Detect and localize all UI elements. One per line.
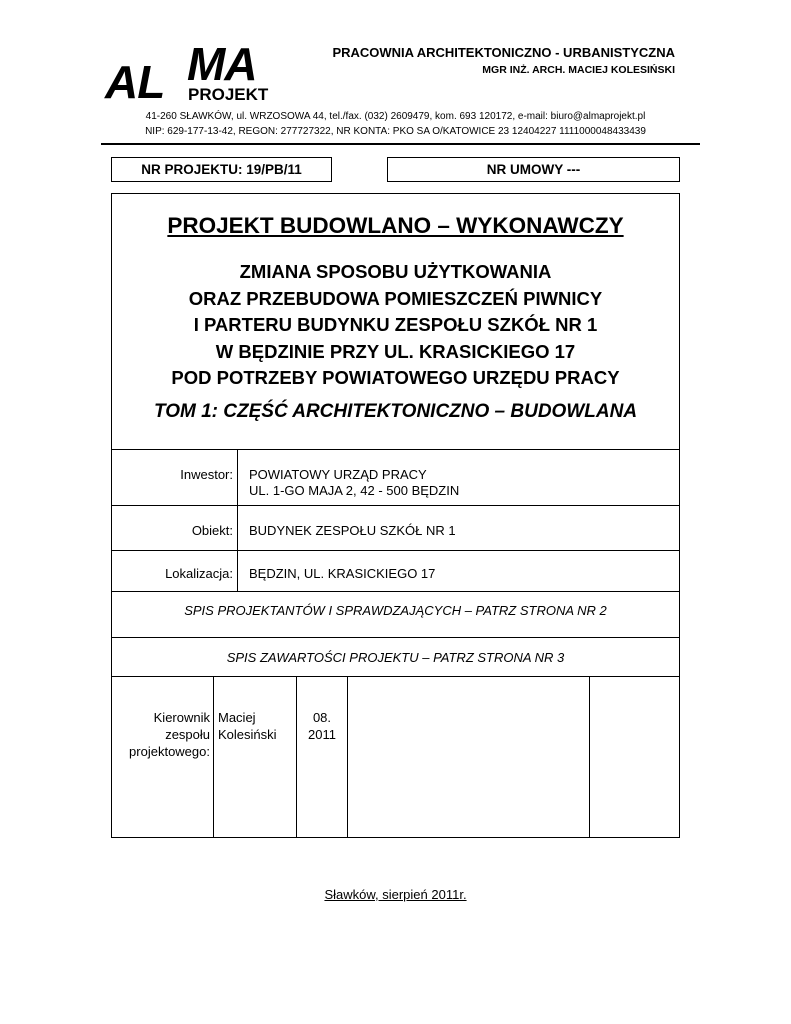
role-cell — [112, 709, 210, 760]
designer-first-name: Maciej — [218, 710, 256, 725]
location-value: BĘDZIN, UL. KRASICKIEGO 17 — [249, 566, 436, 581]
column-divider — [589, 676, 590, 837]
company-logo — [105, 38, 285, 108]
column-divider — [296, 676, 297, 837]
logo-text-al: AL — [105, 56, 165, 108]
designer-name-cell — [218, 709, 277, 743]
description-line: I PARTERU BUDYNKU ZESPOŁU SZKÓŁ NR 1 — [193, 314, 598, 335]
date-month: 08. — [312, 710, 332, 725]
contents-note: SPIS ZAWARTOŚCI PROJEKTU – PATRZ STRONA NR 3 — [226, 650, 565, 665]
designer-last-name: Kolesiński — [218, 727, 277, 742]
designers-note: SPIS PROJEKTANTÓW I SPRAWDZAJĄCYCH – PATRZ STRONA NR 2 — [184, 603, 607, 618]
row-divider — [112, 449, 679, 450]
place-and-date: Sławków, sierpień 2011r. — [324, 887, 467, 902]
contract-number-box: NR UMOWY --- — [387, 157, 680, 182]
project-number-box: NR PROJEKTU: 19/PB/11 — [111, 157, 332, 182]
document-title: PROJEKT BUDOWLANO – WYKONAWCZY — [167, 213, 624, 238]
project-description — [112, 259, 679, 392]
date-year: 2011 — [308, 727, 336, 742]
row-divider — [112, 505, 679, 506]
role-line: zespołu — [165, 727, 210, 742]
firm-registry: NIP: 629-177-13-42, REGON: 277727322, NR KONTA: PKO SA O/KATOWICE 23 12404227 1111000048433439 — [145, 126, 646, 137]
description-line: ZMIANA SPOSOBU UŻYTKOWANIA — [239, 261, 552, 282]
title-sheet-table — [111, 193, 680, 838]
investor-address: UL. 1-GO MAJA 2, 42 - 500 BĘDZIN — [249, 483, 460, 498]
volume-title: TOM 1: CZĘŚĆ ARCHITEKTONICZNO – BUDOWLANA — [153, 401, 638, 422]
logo-text-ma: MA — [187, 38, 257, 90]
object-label: Obiekt: — [191, 523, 233, 538]
firm-owner: MGR INŻ. ARCH. MACIEJ KOLESIŃSKI — [482, 64, 675, 76]
row-divider — [112, 637, 679, 638]
role-line: projektowego: — [129, 744, 210, 759]
column-divider — [347, 676, 348, 837]
header-divider — [101, 143, 700, 145]
location-label: Lokalizacja: — [165, 566, 233, 581]
investor-label: Inwestor: — [180, 467, 233, 482]
date-cell — [297, 709, 347, 743]
column-divider — [213, 676, 214, 837]
description-line: POD POTRZEBY POWIATOWEGO URZĘDU PRACY — [171, 367, 620, 388]
description-line: ORAZ PRZEBUDOWA POMIESZCZEŃ PIWNICY — [188, 287, 603, 309]
investor-name: POWIATOWY URZĄD PRACY — [249, 467, 427, 482]
firm-address: 41-260 SŁAWKÓW, ul. WRZOSOWA 44, tel./fax. (032) 2609479, kom. 693 120172, e-mail: biuro@almaprojekt.pl — [145, 111, 646, 122]
description-line: W BĘDZINIE PRZY UL. KRASICKIEGO 17 — [215, 340, 576, 362]
firm-name: PRACOWNIA ARCHITEKTONICZNO - URBANISTYCZNA — [332, 45, 675, 60]
row-divider — [112, 550, 679, 551]
logo-text-projekt: PROJEKT — [188, 85, 269, 104]
column-divider — [237, 449, 238, 591]
row-divider — [112, 591, 679, 592]
row-divider — [112, 676, 679, 677]
object-value: BUDYNEK ZESPOŁU SZKÓŁ NR 1 — [249, 523, 456, 538]
role-line: Kierownik — [153, 710, 210, 725]
